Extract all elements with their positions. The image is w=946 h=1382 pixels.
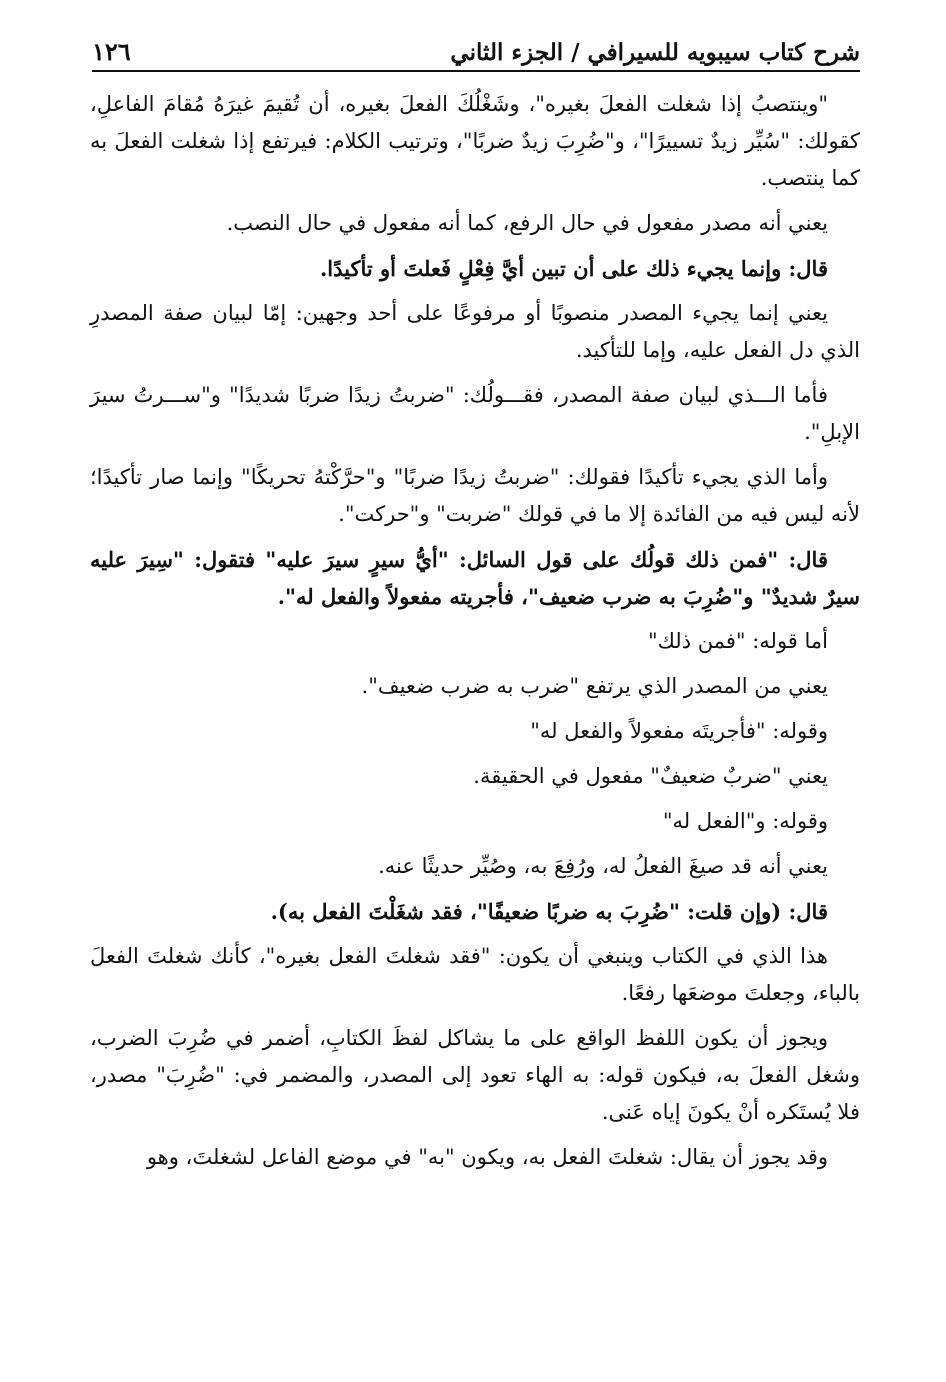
paragraph: ويجوز أن يكون اللفظ الواقع على ما يشاكل لفظَ الكتابِ، أضمر في ضُرِبَ الضرب، وشغل الفعلَ به، فيكون قوله: به الهاء تعود إلى المصدر، والمضمر في: "ضُرِبَ" مصدر، فلا يُستَكره أنْ يكونَ إياه عَنى.: [90, 1026, 860, 1124]
paragraph: يعني أنه قد صيغَ الفعلُ له، ورُفِعَ به، وصُيِّر حديثًا عنه.: [378, 854, 828, 878]
paragraph: قال: وإنما يجيء ذلك على أن تبين أيَّ فِعْلٍ فَعلتَ أو تأكيدًا.: [319, 256, 828, 281]
paragraph: قال: "فمن ذلك قولُك على قول السائل: "أيُّ سيرٍ سيرَ عليه" فتقول: "سِيرَ عليه سيرٌ شديدٌ" و"ضُرِبَ به ضرب ضعيف"، فأجريته مفعولاً والفعل له".: [90, 547, 860, 609]
paragraph: وقد يجوز أن يقال: شغلتَ الفعل به، ويكون "به" في موضع الفاعل لشغلتَ، وهو: [146, 1145, 828, 1169]
paragraph: قال: (وإن قلت: "ضُرِبَ به ضربًا ضعيفًا"، فقد شغَلْتَ الفعل به).: [270, 899, 828, 924]
paragraph: يعني إنما يجيء المصدر منصوبًا أو مرفوعًا على أحد وجهين: إمّا لبيان صفة المصدرِ الذي دل الفعل عليه، وإما للتأكيد.: [90, 301, 860, 362]
paragraph: يعني من المصدر الذي يرتفع "ضرب به ضرب ضعيف".: [361, 674, 828, 698]
paragraph: هذا الذي في الكتاب وينبغي أن يكون: "فقد شغلتَ الفعل بغيره"، كأنك شغلتَ الفعلَ بالباء، وجعلتَ موضعَها رفعًا.: [90, 944, 860, 1005]
paragraph: وأما الذي يجيء تأكيدًا فقولك: "ضربتُ زيدًا ضربًا" و"حرَّكْتهُ تحريكًا" وإنما صار تأكيدًا؛ لأنه ليس فيه من الفائدة إلا ما في قولك "ضربت" و"حركت".: [90, 465, 860, 526]
page-body: [90, 86, 860, 1184]
page-header: [92, 22, 860, 72]
paragraph: أما قوله: "فمن ذلك": [647, 629, 828, 653]
paragraph: فأما الـــذي لبيان صفة المصدر، فقـــولُك: "ضربتُ زيدًا ضربًا شديدًا" و"ســـرتُ سيرَ الإبلِ".: [90, 383, 860, 444]
paragraph: يعني أنه مصدر مفعول في حال الرفع، كما أنه مفعول في حال النصب.: [226, 211, 828, 235]
page-number: ١٢٦: [92, 37, 131, 66]
running-head: شرح كتاب سيبويه للسيرافي / الجزء الثاني: [450, 39, 860, 66]
paragraph: وقوله: و"الفعل له": [662, 809, 828, 833]
paragraph: "وينتصبُ إذا شغلت الفعلَ بغيره"، وشَغْلُكَ الفعلَ بغيره، أن تُقيمَ غيرَهُ مُقامَ الفاعلِ، كقولك: "سُيِّر زيدٌ تسييرًا"، و"ضُرِبَ زيدٌ ضربًا"، وترتيب الكلام: فيرتفع إذا شغلت الفعلَ به كما ينتصب.: [90, 92, 860, 190]
paragraph: يعني "ضربٌ ضعيفٌ" مفعول في الحقيقة.: [473, 764, 828, 788]
paragraph: وقوله: "فأجريتَه مفعولاً والفعل له": [530, 719, 828, 743]
